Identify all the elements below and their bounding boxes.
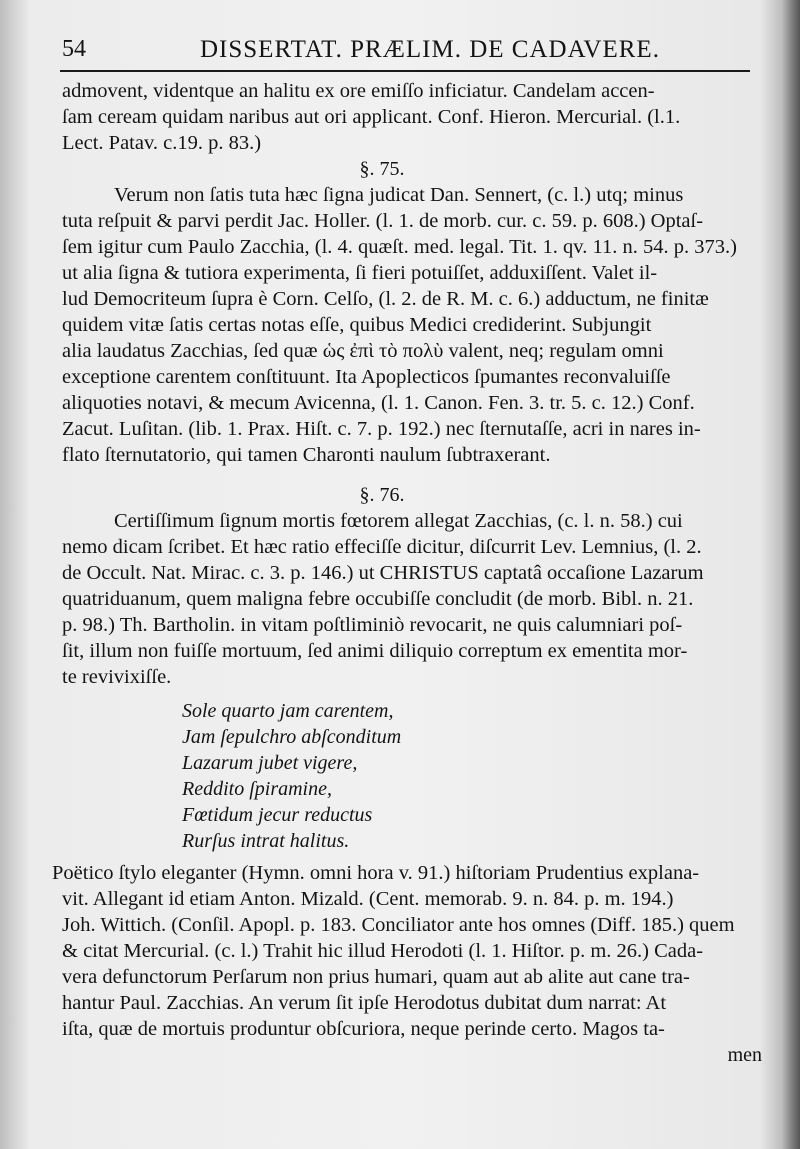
- text-line: nemo dicam ſcribet. Et hæc ratio effeciſſe dicitur, diſcurrit Lev. Lemnius, (l. 2.: [62, 536, 702, 558]
- text-line: & citat Mercurial. (c. l.) Trahit hic illud Herodoti (l. 1. Hiſtor. p. m. 26.) Cada-: [62, 940, 704, 962]
- text-line: hantur Paul. Zacchias. An verum ſit ipſe Herodotus dubitat dum narrat: At: [62, 992, 667, 1014]
- verse-line: Lazarum jubet vigere,: [182, 752, 358, 774]
- text-line: quidem vitæ ſatis certas notas eſſe, quibus Medici crediderint. Subjungit: [62, 314, 652, 336]
- section-heading-75: §. 75.: [359, 158, 405, 180]
- text-line: Joh. Wittich. (Conſil. Apopl. p. 183. Conciliator ante hos omnes (Diff. 185.) quem: [62, 914, 735, 936]
- section-heading-76: §. 76.: [359, 484, 405, 506]
- verse-line: Sole quarto jam carentem,: [182, 700, 394, 722]
- text-line: Poëtico ſtylo eleganter (Hymn. omni hora v. 91.) hiſtoriam Prudentius explana-: [52, 862, 700, 884]
- text-line: Certiſſimum ſignum mortis fœtorem allegat Zacchias, (c. l. n. 58.) cui: [114, 510, 683, 532]
- text-line: te revivixiſſe.: [62, 666, 172, 688]
- text-line: alia laudatus Zacchias, ſed quæ ὡς ἐπὶ τὸ πολὺ valent, neq; regulam omni: [62, 340, 664, 362]
- text-line: Verum non ſatis tuta hæc ſigna judicat Dan. Sennert, (c. l.) utq; minus: [114, 184, 684, 206]
- text-line: quatriduanum, quem maligna febre occubiſſe concludit (de morb. Bibl. n. 21.: [62, 588, 694, 610]
- page-edge-shadow: [782, 0, 800, 1149]
- verse-line: Reddito ſpiramine,: [182, 778, 332, 800]
- text-line: ſit, illum non fuiſſe mortuum, ſed animi diliquio correptum ex ementita mor-: [62, 640, 688, 662]
- text-line: vera defunctorum Perſarum non prius humari, quam aut ab alite aut cane tra-: [62, 966, 690, 988]
- text-line: lud Democriteum ſupra è Corn. Celſo, (l. 2. de R. M. c. 6.) adductum, ne finitæ: [62, 288, 709, 310]
- text-line: Lect. Patav. c.19. p. 83.): [62, 132, 262, 154]
- text-line: flato ſternutatorio, qui tamen Charonti naulum ſubtraxerant.: [62, 444, 551, 466]
- text-line: tuta reſpuit & parvi perdit Jac. Holler. (l. 1. de morb. cur. c. 59. p. 608.) Optaſ-: [62, 210, 704, 232]
- verse-line: Fœtidum jecur reductus: [182, 804, 373, 826]
- text-line: Zacut. Luſitan. (lib. 1. Prax. Hiſt. c. 7. p. 192.) nec ſternutaſſe, acri in nares in-: [62, 418, 701, 440]
- text-line: ut alia ſigna & tutiora experimenta, ſi fieri potuiſſet, adduxiſſent. Valet il-: [62, 262, 658, 284]
- text-line: exceptione carentem conſtituunt. Ita Apoplecticos ſpumantes reconvaluiſſe: [62, 366, 671, 388]
- text-line: aliquoties notavi, & mecum Avicenna, (l. 1. Canon. Fen. 3. tr. 5. c. 12.) Conf.: [62, 392, 695, 414]
- verse-line: Jam ſepulchro abſconditum: [182, 726, 402, 748]
- text-line: p. 98.) Th. Bartholin. in vitam poſtliminiò revocarit, ne quis calumniari poſ-: [62, 614, 683, 636]
- text-line: iſta, quæ de mortuis produntur obſcuriora, neque perinde certo. Magos ta-: [62, 1018, 665, 1040]
- text-line: de Occult. Nat. Mirac. c. 3. p. 146.) ut CHRISTUS captatâ occaſione Lazarum: [62, 562, 704, 584]
- text-line: vit. Allegant id etiam Anton. Mizald. (Cent. memorab. 9. n. 84. p. m. 194.): [62, 888, 674, 910]
- page-number: 54: [62, 36, 86, 62]
- page-header: [60, 36, 750, 72]
- text-line: ſem igitur cum Paulo Zacchia, (l. 4. quæſt. med. legal. Tit. 1. qv. 11. n. 54. p. 373.): [62, 236, 737, 258]
- verse-line: Rurſus intrat halitus.: [182, 830, 350, 852]
- running-title: DISSERTAT. PRÆLIM. DE CADAVERE.: [200, 36, 660, 63]
- text-line: ſam ceream quidam naribus aut ori applicant. Conf. Hieron. Mercurial. (l.1.: [62, 106, 681, 128]
- catchword: men: [727, 1044, 762, 1066]
- text-line: admovent, videntque an halitu ex ore emiſſo inficiatur. Candelam accen-: [62, 80, 655, 102]
